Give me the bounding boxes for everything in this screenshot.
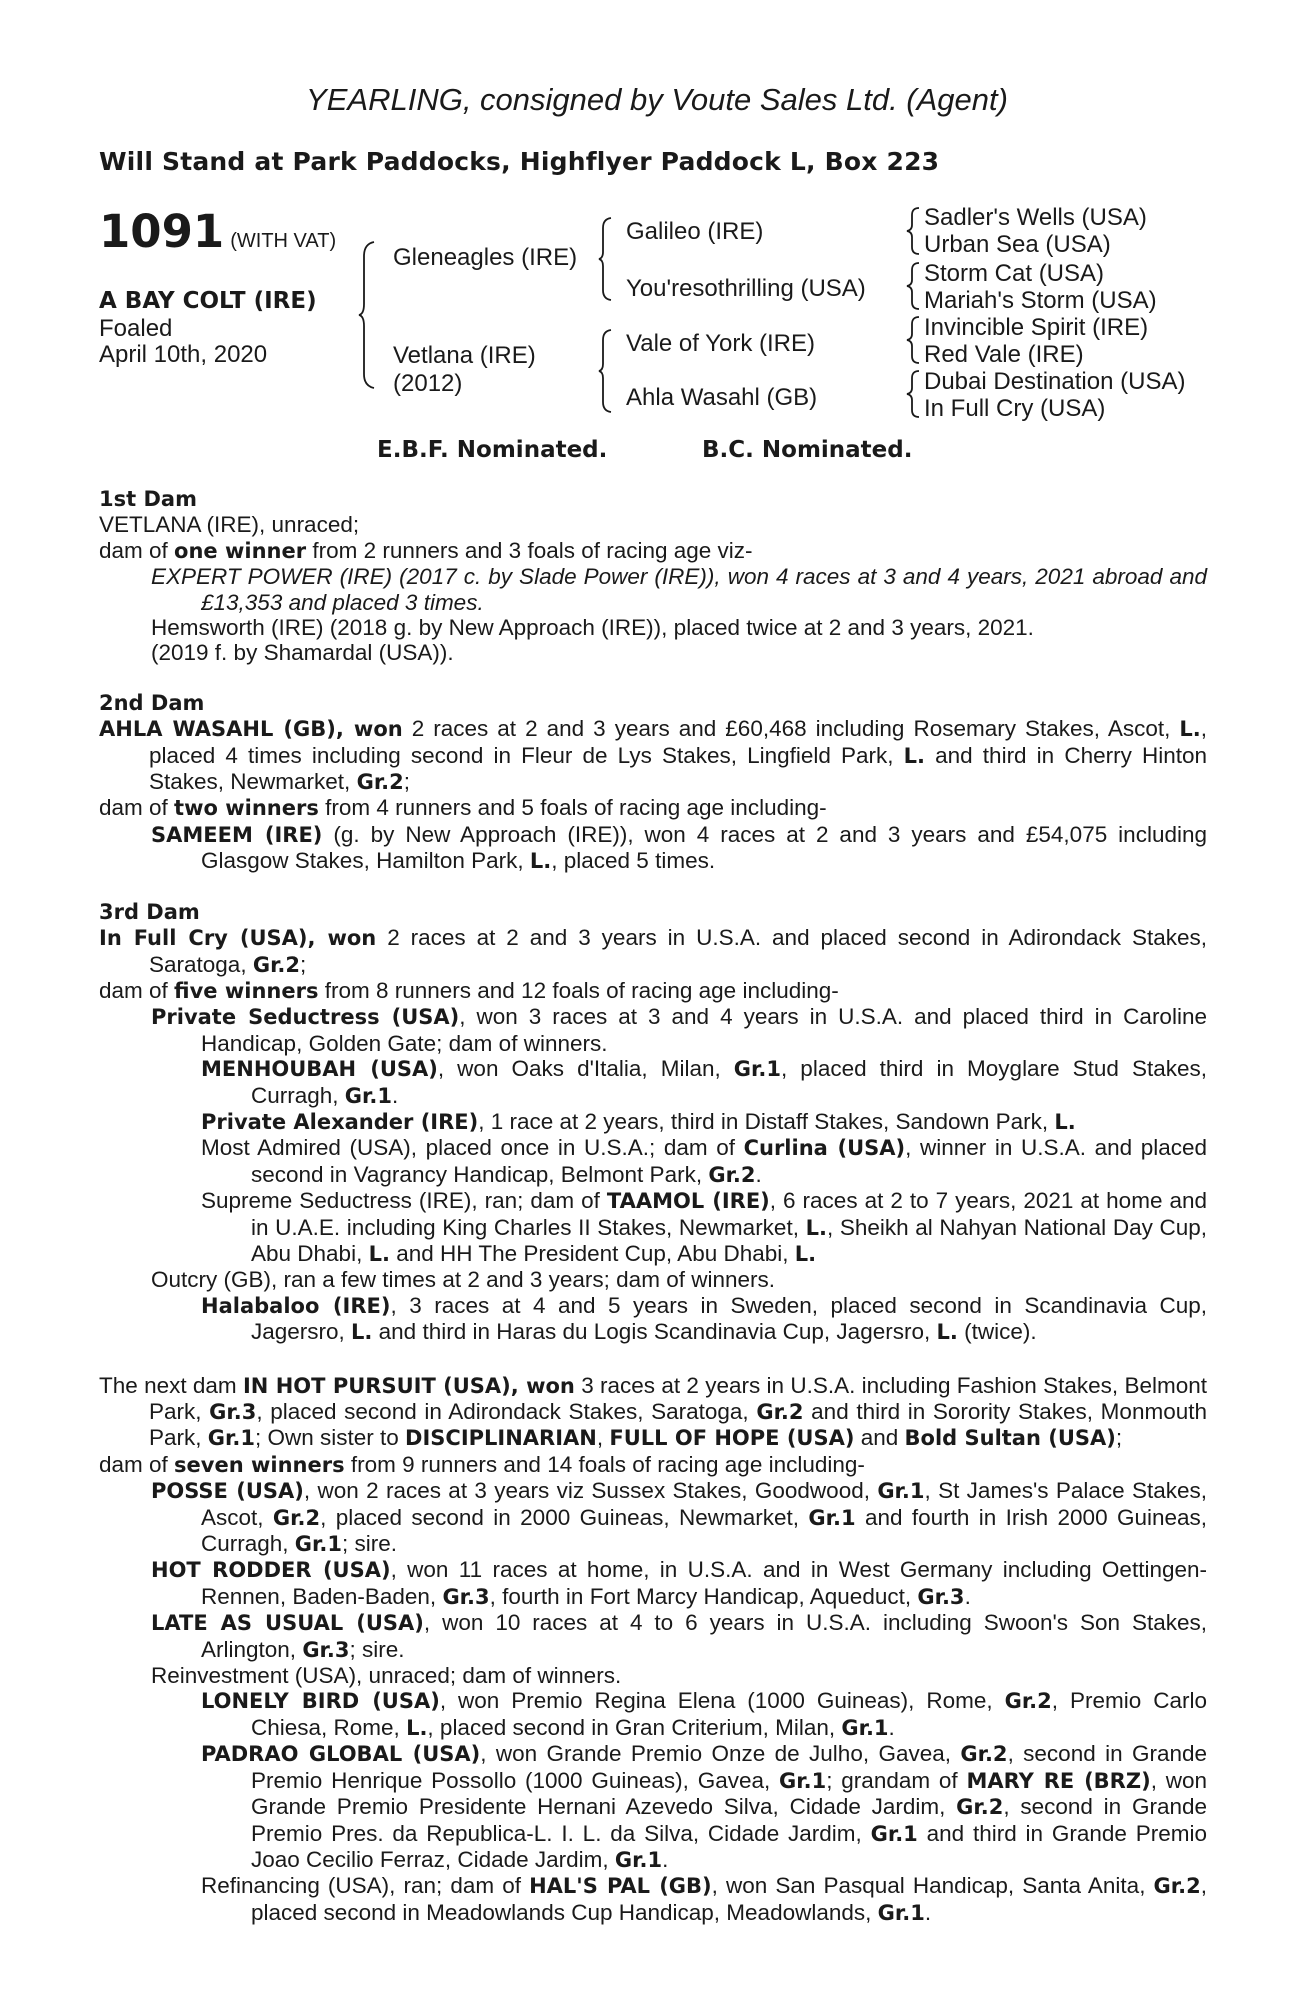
pedigree-brace-sire	[598, 216, 614, 302]
pedigree-g2: Urban Sea (USA)	[924, 231, 1111, 258]
third-dam-record: In Full Cry (USA), won 2 races at 2 and 3 years in U.S.A. and placed second in Adirondack Stakes, Saratoga, Gr.2;	[99, 925, 1208, 977]
pedigree-brace-g1	[906, 206, 922, 256]
third-dam-gfoal-menhoubah: MENHOUBAH (USA), won Oaks d'Italia, Milan, Gr.1, placed third in Moyglare Stud Stakes, Curragh, Gr.1.	[201, 1056, 1208, 1108]
pedigree-dam: Vetlana (IRE)	[393, 342, 536, 369]
foaled-info	[99, 316, 267, 368]
pedigree-g5: Invincible Spirit (IRE)	[924, 314, 1149, 341]
pedigree-sire-sire: Galileo (IRE)	[626, 218, 764, 245]
first-dam-produce: dam of one winner from 2 runners and 3 foals of racing age viz-	[99, 537, 753, 563]
pedigree-brace-dam	[598, 328, 614, 414]
foaled-label: Foaled	[99, 315, 173, 342]
second-dam-foal-1: SAMEEM (IRE) (g. by New Approach (IRE)), won 4 races at 2 and 3 years and £54,075 including Glasgow Stakes, Hamilton Park, L., placed 5 times.	[151, 821, 1207, 874]
pedigree-sire-dam: You'resothrilling (USA)	[626, 275, 866, 302]
pedigree-g6: Red Vale (IRE)	[924, 341, 1084, 368]
next-dam-record: The next dam IN HOT PURSUIT (USA), won 3 races at 2 years in U.S.A. including Fashion Stakes, Belmont Park, Gr.3, placed second in Adirondack Stakes, Saratoga, Gr.2 and third in Sorority Stakes, Monmouth Park, Gr.1; Own sister to DISCIPLINARIAN, FULL OF HOPE (USA) and Bold Sultan (USA);	[99, 1372, 1208, 1451]
next-dam-gfoal-lonely-bird: LONELY BIRD (USA), won Premio Regina Elena (1000 Guineas), Rome, Gr.2, Premio Carlo Chiesa, Rome, L., placed second in Gran Criterium, Milan, Gr.1.	[201, 1688, 1207, 1740]
pedigree-dam-dam: Ahla Wasahl (GB)	[626, 384, 818, 411]
first-dam-heading: 1st Dam	[99, 487, 197, 511]
second-dam-heading: 2nd Dam	[99, 690, 205, 715]
next-dam-produce: dam of seven winners from 9 runners and 14 foals of racing age including-	[99, 1451, 865, 1477]
pedigree-g8: In Full Cry (USA)	[924, 395, 1106, 422]
first-dam-foal-2: Hemsworth (IRE) (2018 g. by New Approach (IRE)), placed twice at 2 and 3 years, 2021.	[151, 615, 1034, 641]
next-dam-foal-posse: POSSE (USA), won 2 races at 3 years viz Sussex Stakes, Goodwood, Gr.1, St James's Palace Stakes, Ascot, Gr.2, placed second in 2000 Guineas, Newmarket, Gr.1 and fourth in Irish 2000 Guineas, Curragh, Gr.1; sire.	[151, 1478, 1207, 1557]
next-dam-foal-hot-rodder: HOT RODDER (USA), won 11 races at home, in U.S.A. and in West Germany including Oettingen-Rennen, Baden-Baden, Gr.3, fourth in Fort Marcy Handicap, Aqueduct, Gr.3.	[151, 1557, 1207, 1609]
second-dam-record: AHLA WASAHL (GB), won 2 races at 2 and 3 years and £60,468 including Rosemary Stakes, Ascot, L., placed 4 times including second in Fleur de Lys Stakes, Lingfield Park, L. and third in Cherry Hinton Stakes, Newmarket, Gr.2;	[99, 716, 1207, 795]
foaled-date: April 10th, 2020	[99, 341, 268, 368]
lot-number: 1091	[99, 205, 225, 258]
pedigree-sire: Gleneagles (IRE)	[393, 244, 578, 271]
next-dam-foal-late-as-usual: LATE AS USUAL (USA), won 10 races at 4 to 6 years in U.S.A. including Swoon's Son Stakes, Arlington, Gr.3; sire.	[151, 1610, 1208, 1662]
third-dam-foal-private-seductress: Private Seductress (USA), won 3 races at 3 and 4 years in U.S.A. and placed third in Caroline Handicap, Golden Gate; dam of winners.	[151, 1004, 1207, 1056]
catalogue-body	[99, 487, 1207, 1926]
next-dam-foal-reinvestment: Reinvestment (USA), unraced; dam of winners.	[151, 1663, 622, 1689]
next-dam-foal-refinancing: Refinancing (USA), ran; dam of HAL'S PAL (GB), won San Pasqual Handicap, Santa Anita, Gr.2, placed second in Meadowlands Cup Handicap, Meadowlands, Gr.1.	[201, 1873, 1207, 1925]
first-dam-foal-3: (2019 f. by Shamardal (USA)).	[151, 640, 454, 666]
third-dam-produce: dam of five winners from 8 runners and 12 foals of racing age including-	[99, 977, 839, 1003]
third-dam-gfoal-most-admired: Most Admired (USA), placed once in U.S.A.; dam of Curlina (USA), winner in U.S.A. and placed second in Vagrancy Handicap, Belmont Park, Gr.2.	[201, 1135, 1208, 1187]
third-dam-gfoal-private-alexander: Private Alexander (IRE), 1 race at 2 years, third in Distaff Stakes, Sandown Park, L.	[201, 1108, 1076, 1134]
pedigree-g4: Mariah's Storm (USA)	[924, 287, 1157, 314]
third-dam-gfoal-supreme-seductress: Supreme Seductress (IRE), ran; dam of TAAMOL (IRE), 6 races at 2 to 7 years, 2021 at home and in U.A.E. including King Charles II Stakes, Newmarket, L., Sheikh al Nahyan National Day Cup, Abu Dhabi, L. and HH The President Cup, Abu Dhabi, L.	[201, 1188, 1207, 1266]
ebf-nomination: E.B.F. Nominated.	[377, 437, 608, 463]
pedigree-g1: Sadler's Wells (USA)	[924, 204, 1147, 231]
pedigree-dam-year: (2012)	[393, 370, 463, 397]
pedigree-brace-main	[358, 240, 378, 390]
lot-description: A BAY COLT (IRE)	[99, 288, 317, 314]
second-dam-produce: dam of two winners from 4 runners and 5 foals of racing age including-	[99, 795, 827, 821]
pedigree-dam-sire: Vale of York (IRE)	[626, 330, 815, 357]
first-dam-foal-1: EXPERT POWER (IRE) (2017 c. by Slade Power (IRE)), won 4 races at 3 and 4 years, 2021 abroad and £13,353 and placed 3 times.	[151, 564, 1207, 615]
pedigree-brace-g3	[906, 315, 922, 365]
pedigree-brace-g4	[906, 369, 922, 419]
third-dam-gfoal-halabaloo: Halabaloo (IRE), 3 races at 4 and 5 years in Sweden, placed second in Scandinavia Cup, Jagersro, L. and third in Haras du Logis Scandinavia Cup, Jagersro, L. (twice).	[201, 1292, 1207, 1345]
first-dam-name: VETLANA (IRE), unraced;	[99, 512, 360, 538]
pedigree-g7: Dubai Destination (USA)	[924, 368, 1186, 395]
third-dam-foal-outcry: Outcry (GB), ran a few times at 2 and 3 years; dam of winners.	[151, 1267, 775, 1293]
vat-note: (WITH VAT)	[230, 230, 337, 252]
third-dam-heading: 3rd Dam	[99, 899, 200, 924]
pedigree-g3: Storm Cat (USA)	[924, 260, 1105, 287]
bc-nomination: B.C. Nominated.	[702, 437, 913, 463]
pedigree-brace-g2	[906, 261, 922, 311]
next-dam-gfoal-padrao-global: PADRAO GLOBAL (USA), won Grande Premio Onze de Julho, Gavea, Gr.2, second in Grande Premio Henrique Possollo (1000 Guineas), Gavea, Gr.1; grandam of MARY RE (BRZ), won Grande Premio Presidente Hernani Azevedo Silva, Cidade Jardim, Gr.2, second in Grande Premio Pres. da Republica-L. I. L. da Silva, Cidade Jardim, Gr.1 and third in Grande Premio Joao Cecilio Ferraz, Cidade Jardim, Gr.1.	[201, 1741, 1208, 1872]
lot-number-block	[99, 205, 336, 258]
stand-location: Will Stand at Park Paddocks, Highflyer Paddock L, Box 223	[99, 147, 940, 176]
consignment-heading: YEARLING, consigned by Voute Sales Ltd. (Agent)	[306, 82, 1008, 117]
